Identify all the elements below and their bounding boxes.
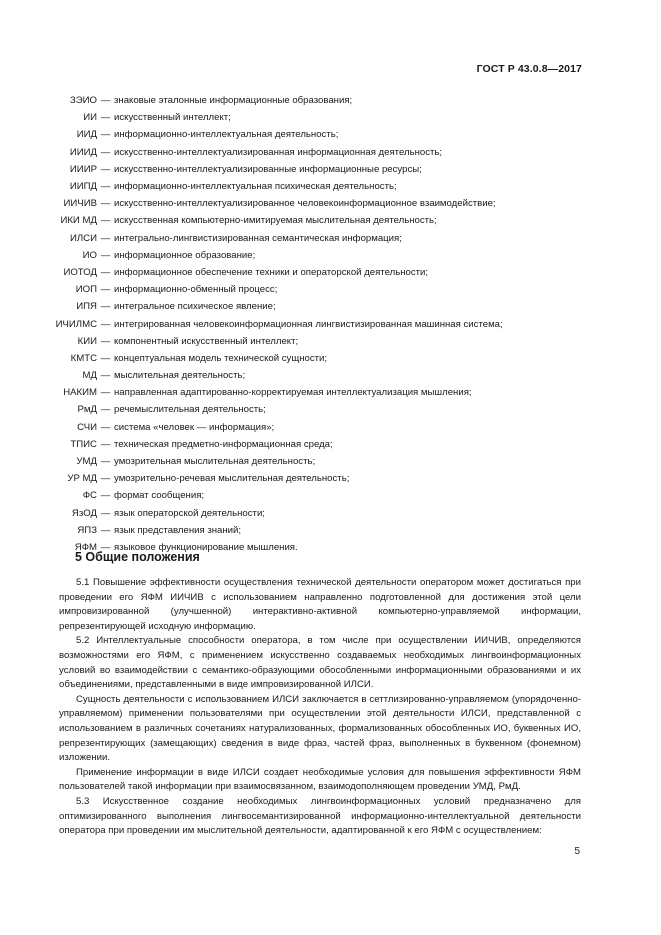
abbreviation-term: ИИИР xyxy=(69,163,97,175)
abbreviation-row xyxy=(0,195,661,212)
abbreviation-term: ИИПД xyxy=(69,181,97,193)
abbreviation-row xyxy=(0,230,661,247)
abbreviation-dash: — xyxy=(100,438,111,450)
abbreviation-term: ИИД xyxy=(76,129,97,141)
standard-header: ГОСТ Р 43.0.8—2017 xyxy=(476,63,582,75)
abbreviation-row xyxy=(0,401,661,418)
abbreviations-list xyxy=(0,92,661,556)
abbreviation-term: ЗЭИО xyxy=(69,95,97,107)
abbreviation-dash: — xyxy=(100,181,111,193)
abbreviation-dash: — xyxy=(100,541,111,553)
abbreviation-row xyxy=(0,92,661,109)
abbreviation-term: ИЧИЛМС xyxy=(55,318,97,330)
abbreviation-definition: интегрально-лингвистизированная семантическая информация; xyxy=(114,232,402,244)
abbreviation-definition: искусственно-интеллектуализированная информационная деятельность; xyxy=(114,146,443,158)
abbreviation-term: ИИЧИВ xyxy=(63,198,97,210)
abbreviation-definition: искусственная компьютерно-имитируемая мыслительная деятельность; xyxy=(114,215,437,227)
abbreviation-dash: — xyxy=(100,198,111,210)
abbreviation-definition: интегральное психическое явление; xyxy=(114,301,276,313)
abbreviation-row xyxy=(0,281,661,298)
paragraph: Применение информации в виде ИЛСИ создает необходимые условия для повышения эффективности ЯФМ пользователей такой информации при взаимосвязанном, взаимодополняющем проведении УМД, РмД. xyxy=(59,766,581,793)
abbreviation-definition: система «человек — информация»; xyxy=(114,421,275,433)
abbreviation-row xyxy=(0,178,661,195)
abbreviation-row xyxy=(0,419,661,436)
abbreviation-definition: информационно-обменный процесс; xyxy=(114,284,278,296)
abbreviation-term: УМД xyxy=(76,456,97,468)
abbreviation-definition: информационное образование; xyxy=(114,249,256,261)
abbreviation-row xyxy=(0,367,661,384)
abbreviation-row xyxy=(0,333,661,350)
abbreviation-row xyxy=(0,161,661,178)
abbreviation-dash: — xyxy=(100,421,111,433)
abbreviation-term: ЯзОД xyxy=(71,507,97,519)
abbreviation-definition: умозрительная мыслительная деятельность; xyxy=(114,456,316,468)
abbreviation-term: ЯПЗ xyxy=(77,524,97,536)
abbreviation-row xyxy=(0,487,661,504)
abbreviation-term: НАКИМ xyxy=(63,387,97,399)
abbreviation-row xyxy=(0,315,661,332)
abbreviation-row xyxy=(0,144,661,161)
abbreviation-definition: информационно-интеллектуальная психическая деятельность; xyxy=(114,181,397,193)
abbreviation-dash: — xyxy=(100,524,111,536)
abbreviation-dash: — xyxy=(100,318,111,330)
abbreviation-definition: языковое функционирование мышления. xyxy=(114,541,298,553)
abbreviation-dash: — xyxy=(100,284,111,296)
body-text xyxy=(59,576,581,839)
abbreviation-dash: — xyxy=(100,473,111,485)
abbreviation-term: МД xyxy=(82,370,97,382)
abbreviation-dash: — xyxy=(100,95,111,107)
abbreviation-dash: — xyxy=(100,507,111,519)
abbreviation-dash: — xyxy=(100,404,111,416)
abbreviation-term: УР МД xyxy=(67,473,97,485)
abbreviation-term: ИОТОД xyxy=(63,266,97,278)
abbreviation-dash: — xyxy=(100,129,111,141)
abbreviation-dash: — xyxy=(100,215,111,227)
abbreviation-definition: искусственно-интеллектуализированные информационные ресурсы; xyxy=(114,163,422,175)
abbreviation-term: ИОП xyxy=(75,284,97,296)
page-number: 5 xyxy=(574,846,580,857)
abbreviation-dash: — xyxy=(100,249,111,261)
abbreviation-row xyxy=(0,212,661,229)
abbreviation-row xyxy=(0,264,661,281)
abbreviation-term: ИО xyxy=(82,249,97,261)
abbreviation-definition: язык операторской деятельности; xyxy=(114,507,265,519)
abbreviation-definition: интегрированная человекоинформационная лингвистизированная машинная система; xyxy=(114,318,503,330)
abbreviation-row xyxy=(0,109,661,126)
abbreviation-dash: — xyxy=(100,387,111,399)
abbreviation-row xyxy=(0,298,661,315)
abbreviation-row xyxy=(0,384,661,401)
abbreviation-dash: — xyxy=(100,266,111,278)
abbreviation-dash: — xyxy=(100,490,111,502)
paragraph: 5.2 Интеллектуальные способности оператора, в том числе при осуществлении ИИЧИВ, определяются возможностями его ЯФМ, с применением искусственно создаваемых необходимых лингвоинформационных условий во взаимодействии с семантико-образующими обособленными информационными образованиями и их объединениями, представленными в виде импровизированной ИЛСИ. xyxy=(59,635,581,691)
abbreviation-term: СЧИ xyxy=(77,421,97,433)
abbreviation-row xyxy=(0,126,661,143)
abbreviation-definition: техническая предметно-информационная среда; xyxy=(114,438,333,450)
abbreviation-dash: — xyxy=(100,232,111,244)
abbreviation-dash: — xyxy=(100,163,111,175)
abbreviation-row xyxy=(0,522,661,539)
abbreviation-dash: — xyxy=(100,301,111,313)
abbreviation-dash: — xyxy=(100,456,111,468)
abbreviation-dash: — xyxy=(100,352,111,364)
abbreviation-dash: — xyxy=(100,112,111,124)
abbreviation-term: ИИ xyxy=(83,112,97,124)
abbreviation-row xyxy=(0,247,661,264)
abbreviation-definition: концептуальная модель технической сущности; xyxy=(114,352,328,364)
abbreviation-definition: искусственно-интеллектуализированное человекоинформационное взаимодействие; xyxy=(114,198,496,210)
abbreviation-term: ТПИС xyxy=(70,438,97,450)
section-title: 5 Общие положения xyxy=(75,550,200,564)
paragraph: 5.1 Повышение эффективности осуществления технической деятельности оператором может достигаться при проведении его ЯФМ ИИЧИВ с использованием направленно подготовленной для достижения этой цели импровизированной (улучшенной) интерактивно-активной компьютерно-управляемой информации, репрезентирующей исходную информацию. xyxy=(59,577,581,632)
abbreviation-definition: знаковые эталонные информационные образования; xyxy=(114,95,353,107)
abbreviation-definition: язык представления знаний; xyxy=(114,524,242,536)
abbreviation-term: КИИ xyxy=(77,335,97,347)
abbreviation-term: ИИИД xyxy=(69,146,97,158)
abbreviation-definition: речемыслительная деятельность; xyxy=(114,404,266,416)
abbreviation-term: ИПЯ xyxy=(76,301,97,313)
abbreviation-row xyxy=(0,470,661,487)
abbreviation-row xyxy=(0,505,661,522)
abbreviation-definition: умозрительно-речевая мыслительная деятельность; xyxy=(114,473,350,485)
abbreviation-row xyxy=(0,453,661,470)
abbreviation-dash: — xyxy=(100,146,111,158)
paragraph: 5.3 Искусственное создание необходимых лингвоинформационных условий предназначено для оптимизированного выполнения лингвосемантизированной информационно-интеллектуальной деятельности оператора при проведении им мыслительной деятельности, адаптированной к его ЯФМ с осуществлением: xyxy=(59,795,581,837)
abbreviation-definition: мыслительная деятельность; xyxy=(114,370,246,382)
abbreviation-row xyxy=(0,436,661,453)
abbreviation-definition: информационно-интеллектуальная деятельность; xyxy=(114,129,339,141)
abbreviation-term: РмД xyxy=(77,404,97,416)
abbreviation-dash: — xyxy=(100,370,111,382)
abbreviation-definition: компонентный искусственный интеллект; xyxy=(114,335,299,347)
abbreviation-dash: — xyxy=(100,335,111,347)
abbreviation-definition: информационное обеспечение техники и операторской деятельности; xyxy=(114,266,429,278)
abbreviation-definition: направленная адаптированно-корректируемая интеллектуализация мышления; xyxy=(114,387,472,399)
abbreviation-definition: искусственный интеллект; xyxy=(114,112,231,124)
abbreviation-term: ИЛСИ xyxy=(69,232,97,244)
paragraph: Сущность деятельности с использованием ИЛСИ заключается в сеттлизированно-управляемом (упорядоченно-управляемом) применении пользователями при осуществлении этой деятельности ИЛСИ, представленной с использованием в различных сочетаниях натурализованных, формализованных обособленных ИО, буквенных ИО, репрезентирующих (замещающих) сведения в виде фраз, частей фраз, выполненных в буквенном (фонемном) изложении. xyxy=(59,693,581,764)
abbreviation-term: ИКИ МД xyxy=(60,215,97,227)
abbreviation-definition: формат сообщения; xyxy=(114,490,205,502)
abbreviation-term: ЯФМ xyxy=(74,541,97,553)
abbreviation-row xyxy=(0,350,661,367)
abbreviation-term: ФС xyxy=(82,490,97,502)
abbreviation-term: КМТС xyxy=(70,352,97,364)
